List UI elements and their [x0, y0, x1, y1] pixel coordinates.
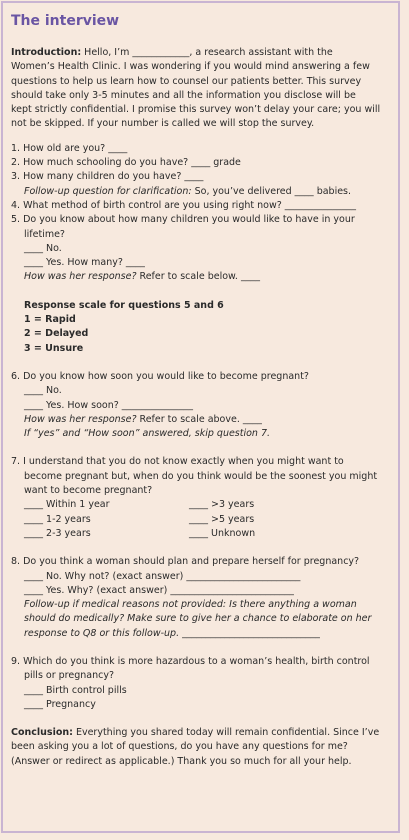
q7-option: ____ 2-3 years	[24, 527, 91, 539]
question-3: 3. How many children do you have? ____	[11, 171, 204, 183]
q6-option-no: ____ No.	[24, 385, 62, 397]
response-scale	[11, 299, 391, 356]
conclusion-line: been asking you a lot of questions, do you have any questions for me?	[11, 741, 348, 753]
q5-response-text: Refer to scale below. ____	[136, 271, 260, 283]
q8-followup: Follow-up if medical reasons not provided: Is there anything a woman	[24, 599, 357, 611]
q5-option-yes: ____ Yes. How many? ____	[24, 257, 145, 269]
q7-option: ____ >3 years	[189, 499, 255, 511]
intro-line: Hello, I’m ____________, a research assistant with the	[84, 47, 333, 58]
q3-followup-text: So, you’ve delivered ____ babies.	[191, 185, 352, 197]
q6-skip-note: If “yes” and “How soon” answered, skip question 7.	[24, 428, 271, 440]
q8-option-yes: ____ Yes. Why? (exact answer) __________________________	[24, 584, 294, 596]
q7-option: ____ Within 1 year	[24, 499, 110, 511]
question-7: 7. I understand that you do not know exactly when you might want to	[11, 456, 344, 468]
question-4: 4. What method of birth control are you using right now? _______________	[11, 199, 357, 211]
question-9-cont: pills or pregnancy?	[24, 670, 115, 682]
intro-line: should take only 3-5 minutes and all the information you disclose will be	[11, 89, 356, 101]
q6-response-label: How was her response?	[24, 413, 137, 425]
question-8: 8. Do you think a woman should plan and prepare herself for pregnancy?	[11, 556, 360, 568]
q7-option: ____ >5 years	[189, 513, 255, 525]
conclusion-line: Everything you shared today will remain confidential. Since I’ve	[75, 727, 380, 739]
introduction	[11, 46, 391, 132]
conclusion	[11, 726, 391, 769]
question-7-cont: want to become pregnant?	[24, 485, 153, 497]
q8-followup: response to Q8 or this follow-up. _____________________________	[24, 627, 320, 639]
intro-label: Introduction:	[11, 47, 82, 58]
q7-option: ____ 1-2 years	[24, 513, 91, 525]
q8-option-no: ____ No. Why not? (exact answer) ________________________	[24, 570, 301, 582]
intro-line: Women’s Health Clinic. I was wondering if you would mind answering a few	[11, 61, 370, 73]
question-6: 6. Do you know how soon you would like to become pregnant?	[11, 370, 309, 382]
question-5-cont: lifetime?	[24, 228, 65, 240]
scale-heading: Response scale for questions 5 and 6	[24, 299, 224, 311]
q7-option: ____ Unknown	[189, 527, 256, 539]
q9-option: ____ Birth control pills	[24, 684, 127, 696]
q3-followup-label: Follow-up question for clarification:	[24, 185, 192, 197]
q9-option: ____ Pregnancy	[24, 698, 96, 710]
intro-line: questions to help us learn how to counsel our patients better. This survey	[11, 75, 362, 87]
question-1: 1. How old are you? ____	[11, 142, 128, 154]
panel-title: The interview	[11, 13, 120, 29]
question-7-cont: become pregnant but, when do you think would be the soonest you might	[24, 470, 378, 482]
question-2: 2. How much schooling do you have? ____ grade	[11, 157, 241, 169]
scale-item: 3 = Unsure	[24, 342, 84, 354]
q6-response-text: Refer to scale above. ____	[136, 413, 262, 425]
question-9: 9. Which do you think is more hazardous to a woman’s health, birth control	[11, 655, 370, 667]
question-list	[11, 142, 391, 712]
scale-item: 2 = Delayed	[24, 328, 89, 340]
q6-option-yes: ____ Yes. How soon? _______________	[24, 399, 194, 411]
question-5: 5. Do you know about how many children you would like to have in your	[11, 214, 355, 226]
scale-item: 1 = Rapid	[24, 314, 76, 326]
intro-line: not be skipped. If your number is called we will stop the survey.	[11, 118, 315, 130]
q5-option-no: ____ No.	[24, 242, 62, 254]
q5-response-label: How was her response?	[24, 271, 137, 283]
intro-line: kept strictly confidential. I promise this survey won’t delay your care; you will	[11, 104, 381, 116]
conclusion-label: Conclusion:	[11, 727, 73, 739]
q7-options	[11, 498, 391, 541]
conclusion-line: (Answer or redirect as applicable.) Thank you so much for all your help.	[11, 755, 352, 767]
q8-followup: should do medically? Make sure to give her a chance to elaborate on her	[24, 613, 372, 625]
interview-panel	[1, 1, 400, 833]
